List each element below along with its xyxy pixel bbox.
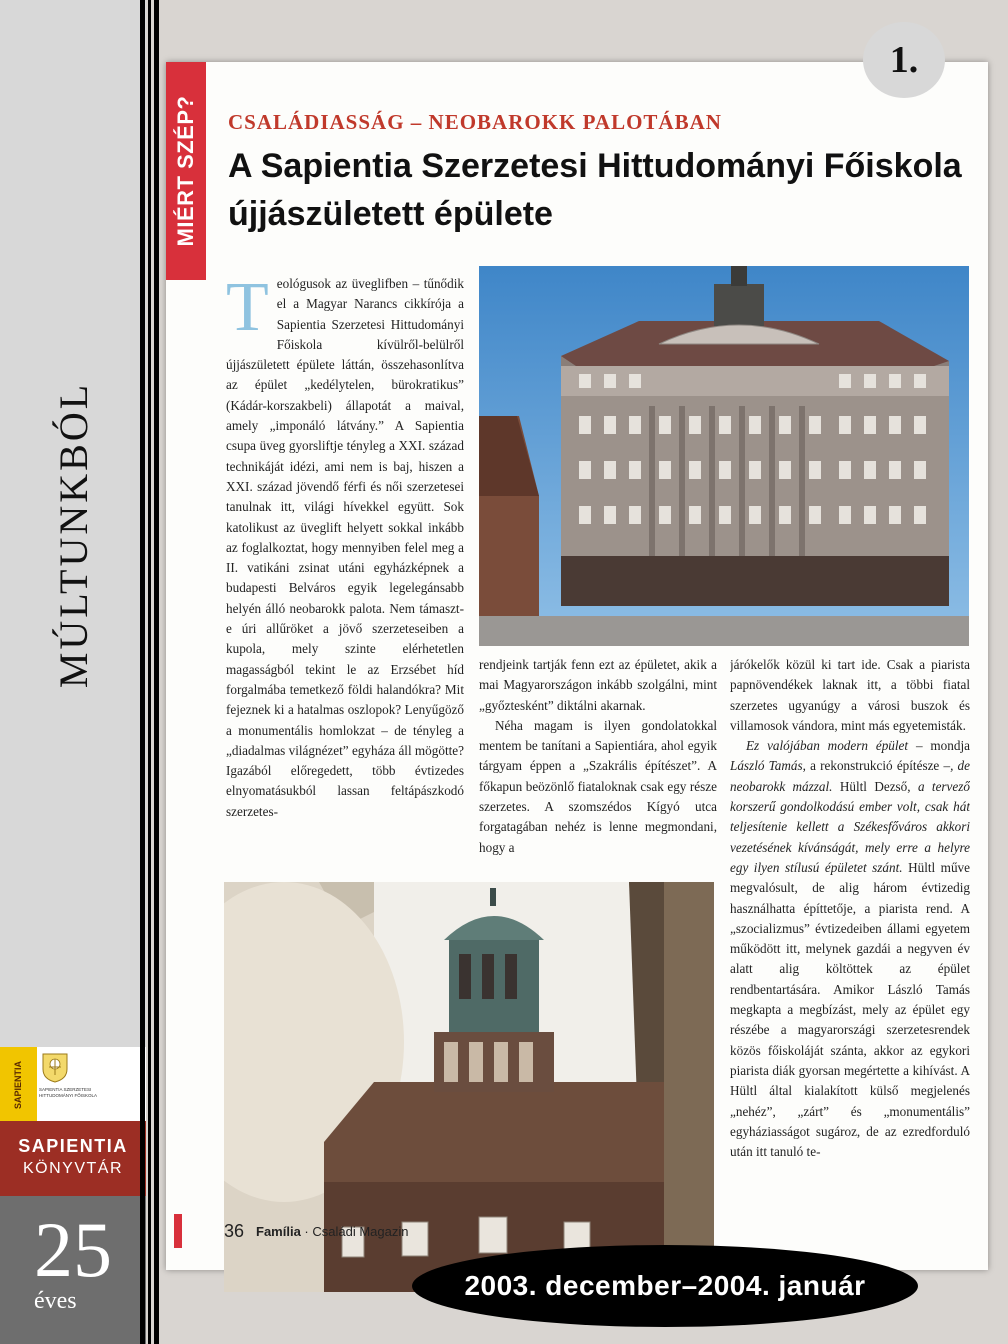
footer-accent [174, 1214, 182, 1248]
divider-lines [140, 0, 162, 1344]
magazine-title: Família [256, 1224, 301, 1239]
library-line-1: SAPIENTIA [18, 1136, 128, 1156]
crest-icon [40, 1051, 70, 1083]
library-label [0, 1121, 146, 1196]
anniversary-number: 25 [34, 1206, 112, 1293]
sidebar [0, 0, 146, 1344]
logo-band [0, 1047, 37, 1121]
logo-small-text: SAPIENTIA SZERZETESI HITTUDOMÁNYI FŐISKOLA [39, 1087, 98, 1098]
text-part-1: – mondja [908, 738, 970, 754]
quote-part-3: a tervező korszerű gondolkodású ember volt, csak hát teljesítenie kellett a Székesfőváros akkori vezetésének kívánságát, mely erre a helyre egy ilyen stílusú épületet szánt. [730, 778, 970, 875]
logo-band-text: SAPIENTIA [13, 1060, 23, 1110]
column-2-paragraph-1: rendjeink tartják fenn ezt az épületet, akik a mai Magyarországon inkább szolgálni, mint „győztesként” diktálni akarnak. [479, 657, 717, 713]
column-3-paragraph-1: járókelők közül ki tart ide. Csak a piarista papnövendékek laknak itt, a többi fiatal szerzetes ugyanúgy a városi buszok és villamosok vándora, mint más egyetemisták. [730, 657, 970, 733]
sapientia-logo [0, 1047, 146, 1121]
column-1-text: eológusok az üveglifben – tűnődik el a Magyar Narancs cikkírója a Sapientia Szerzetesi Hittudományi Főiskola kívülről-belülről újjászületett épülete láttán, összehasonlítva az épület „kedélytelen, bürokratikus” (Kádár-korszakbeli) állapotát a maival, amely „imponáló látvány.” A Sapientia csupa üveg gyorsliftje tényleg a XXI. század technikáját idézi, ami nem is baj, hiszen a XXI. század jövendő férfi és női szerzetesei tanulnak itt, világi hívekkel együtt. Sok katolikust az üveglift helyett sokkal inkább az foglalkoztat, hogy mennyiben felel meg a II. vatikáni zsinat utáni egyházképnek a budapesti Belváros egyik legelegánsabb helyén álló neobarokk palota. Nem támaszt-e úri allűröket a jövő szerzeteseiben a kupola, mely szinte elérhetetlen magasságból tekint le az Erzsébet híd forgalmába temetkező földi halandókra? Mit fejeznek ki a hatalmas oszlopok? Lenyűgöző a monumentális homlokzat – de tényleg a „diadalmas világnézet” egyháza áll mögötte? Igazából előregedett, több évtizedes elnyomatásukból lassan feltápászkodó szerzetes- [226, 276, 464, 819]
side-tab [166, 62, 206, 280]
section-title: MÚLTUNKBÓL [51, 381, 96, 689]
text-part-2: , a rekonstrukció építésze [802, 758, 944, 774]
architect-name: László Tamás [730, 758, 803, 774]
footer-separator: · [300, 1224, 313, 1239]
anniversary-badge [0, 1196, 146, 1344]
quote-part-2: –, de neobarokk mázzal. [730, 758, 970, 794]
article-column-1 [226, 274, 464, 882]
article-kicker: CSALÁDIASSÁG – NEOBAROKK PALOTÁBAN [228, 110, 722, 134]
side-tab-label: MIÉRT SZÉP? [173, 95, 198, 247]
column-3-paragraph-2 [730, 736, 970, 1162]
quote-part-1: Ez valójában modern épület [746, 738, 909, 754]
building-photo [479, 266, 969, 646]
text-part-3: Hültl Dezső, [832, 778, 918, 794]
magazine-name [256, 1224, 408, 1239]
anniversary-word: éves [34, 1288, 77, 1314]
issue-date: 2003. december–2004. január [412, 1245, 918, 1327]
column-2-paragraph-2: Néha magam is ilyen gondolatokkal mentem be tanítani a Sapientiára, ahol egyik tárgyam éppen a „Szakrális építészet”. A főkapun beözönlő fiataloknak csak egy része szerzetes. A szomszédos Kígyó utca forgatagában nehéz is lenne megmondani, hogy a [479, 717, 717, 855]
article-headline: A Sapientia Szerzetesi Hittudományi Főiskola újjászületett épülete [228, 147, 962, 233]
magazine-page [166, 62, 988, 1270]
text-part-4: Hültl műve megvalósult, de alig három évtizedig használhatta építtetője, a piarista rend. A „szocializmus” évtizedeiben állami egyetem működött itt, melynek gazdái a negyven év alatt alig költöttek az épület rendbentartására. Amikor László Tamás megkapta a megbízást, mely az épület egy részébe a magyarországi szerzetesrendek közös főiskoláját szánta, akkor az egykori piarista diák gyorsan megértette a kihívást. A Hültl által kialakított külső megjelenés „nehéz”, „zárt” és „monumentális” egyháziasságot sugároz, de az ezredforduló után itt tanuló te- [730, 859, 970, 1160]
page-badge: 1. [863, 22, 945, 98]
drop-cap: T [226, 274, 269, 346]
article-column-2 [479, 655, 717, 877]
library-line-2: KÖNYVTÁR [22, 1160, 123, 1177]
page-footer [174, 1214, 970, 1248]
magazine-subtitle: Családi Magazin [312, 1224, 409, 1239]
page-number: 36 [224, 1221, 245, 1241]
